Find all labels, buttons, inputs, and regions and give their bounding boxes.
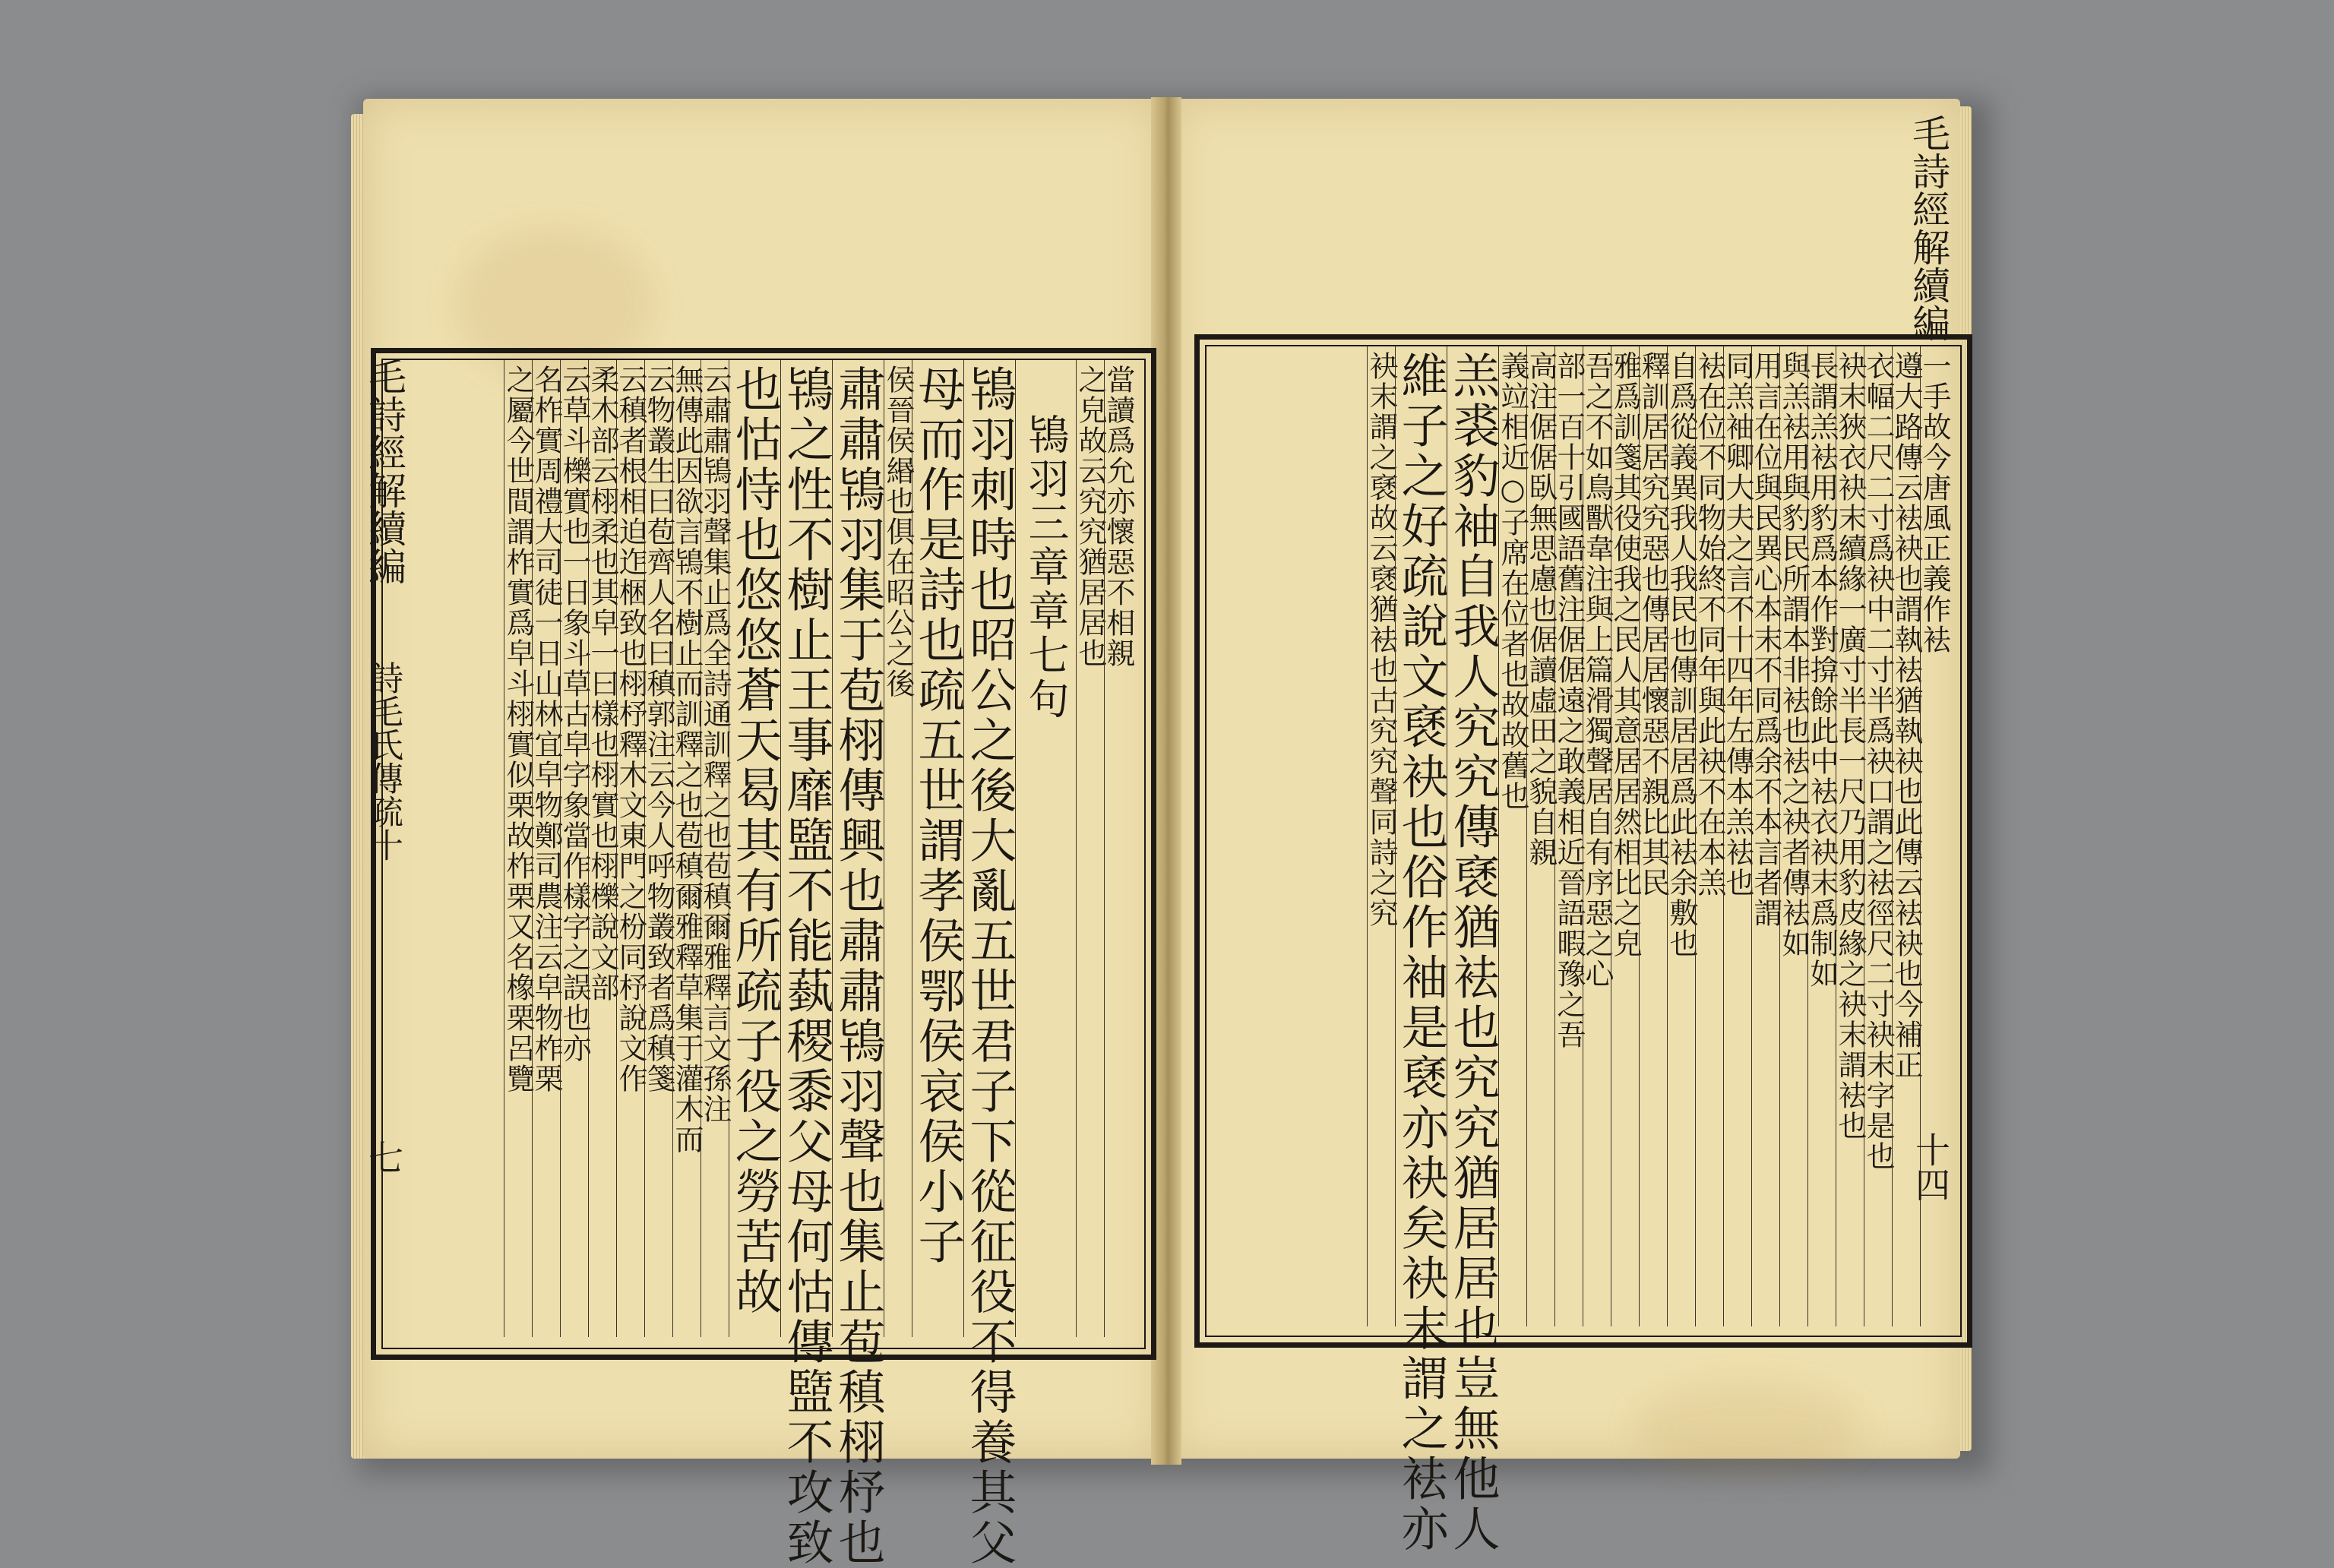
left-text-columns <box>387 360 1135 1568</box>
text-column: 用言在位與民異心本末不同爲余不本言者謂 <box>1751 346 1779 1326</box>
text-column: 云草斗櫟實也一日象斗草古皁字象當作樣字之誤也亦 <box>560 360 588 1337</box>
text-column: 也怙恃也悠悠蒼天曷其有所疏子役之勞苦故 <box>729 360 780 1337</box>
text-column: 無傳此因欲言鴇不樹止而訓釋之也苞稹爾雅釋草集于灌木而 <box>672 360 701 1337</box>
text-column: 一手故今唐風正義作袪 <box>1920 346 1948 1326</box>
text-column: 遵大路傳云袪袂也謂執袪猶執袂也此傳云袪袂也今補正 <box>1892 346 1920 1326</box>
text-column: 鴇羽三章章七句 <box>1015 360 1076 1337</box>
text-column: 羔裘豹袖自我人究究傳褎猶袪也究究猶居居也豈無他人 <box>1447 346 1498 1326</box>
text-column: 同羔袖卿大夫之言不十四年左傳本羔袪也 <box>1723 346 1751 1326</box>
text-column: 高注倨倨臥無思慮也倨讀虛田之貌自親 <box>1526 346 1554 1326</box>
left-margin-title: 毛詩經解續編 <box>362 357 406 585</box>
text-column: 袪在位不同物始終不同年與此袂不在本羔 <box>1695 346 1723 1326</box>
text-column: 袂末狹衣袂末續緣一廣寸半長一尺乃用豹皮緣之袂末謂袪也 <box>1836 346 1864 1326</box>
right-margin-title: 毛詩經解續編 <box>1906 114 1950 342</box>
text-column: 之屬今世間謂柞實爲皁斗栩實似栗故柞栗又名橡栗呂覽 <box>504 360 532 1337</box>
text-column: 侯晉侯緡也俱在昭公之後 <box>884 360 912 1337</box>
text-column: 衣幅二尺二寸爲袂中二寸半爲袂口謂之袪徑尺二寸袂末字是也 <box>1864 346 1892 1326</box>
text-column: 云物叢生曰苞齊人名曰稹郭注云今人呼物叢致者爲稹箋 <box>644 360 672 1337</box>
text-column: 名柞實周禮大司徒一日山林宜皁物鄭司農注云皁物柞栗 <box>532 360 560 1337</box>
text-column: 吾之不如鳥獸韋注與上篇滑獨聲居自有序惡之心 <box>1583 346 1611 1326</box>
left-margin-subtitle: 詩毛氏傳疏十 <box>364 661 403 861</box>
text-column: 義竝相近○子席在位者也故故舊也 <box>1498 346 1526 1326</box>
text-column: 雅爲訓箋其役使我之民人其意居居然相比之皃 <box>1611 346 1639 1326</box>
text-column: 袂末謂之褎故云褎猶袪也古究究聲同詩之究 <box>1367 346 1395 1326</box>
text-column: 與羔袪用與豹民所謂本非袪也袪之袂者傳袪如 <box>1779 346 1807 1326</box>
text-column: 鴇羽刺時也昭公之後大亂五世君子下從征役不得養其父 <box>963 360 1015 1337</box>
text-column: 自爲從義異我人我民也傳訓居居爲此袪余敷也 <box>1667 346 1695 1326</box>
text-column: 鴇之性不樹止王事靡盬不能蓺稷黍父母何怙傳盬不攻致 <box>780 360 832 1337</box>
text-column: 部一百十引國語舊注倨倨遠之敢義相近晉語暇豫之吾 <box>1554 346 1583 1326</box>
text-column: 云肅肅鴇羽聲集止爲全詩通訓釋之也苞稹爾雅釋言文孫注 <box>701 360 729 1337</box>
text-column: 母而作是詩也疏五世謂孝侯鄂侯哀侯小子 <box>912 360 963 1337</box>
text-column: 釋訓居居究究惡也傳居居懷惡不親比其民 <box>1639 346 1667 1326</box>
text-column: 柔木部云栩柔也其皁一曰樣也栩實也栩櫟說文部 <box>588 360 616 1337</box>
text-column: 之皃故云究究猶居居也 <box>1076 360 1104 1337</box>
text-column: 云稹者根相迫迮梱致也栩杼釋木文東門之枌同杼說文作 <box>616 360 644 1337</box>
text-column: 肅肅鴇羽集于苞栩傳興也肅肅鴇羽聲也集止苞稹栩杼也 <box>832 360 884 1337</box>
text-column: 長謂羔袪用豹爲本作對揜餘此中袪衣袂末爲制如 <box>1807 346 1836 1326</box>
text-column: 當讀爲允亦懷惡不相親 <box>1104 360 1132 1337</box>
left-folio-number: 七 <box>363 1140 404 1174</box>
right-folio-number: 十四 <box>1910 1132 1951 1202</box>
text-column: 維子之好疏說文褎袂也俗作袖是褎亦袂矣袂末謂之袪亦 <box>1395 346 1447 1326</box>
right-text-columns <box>1210 346 1951 1554</box>
paper-stain <box>1633 1383 1861 1474</box>
